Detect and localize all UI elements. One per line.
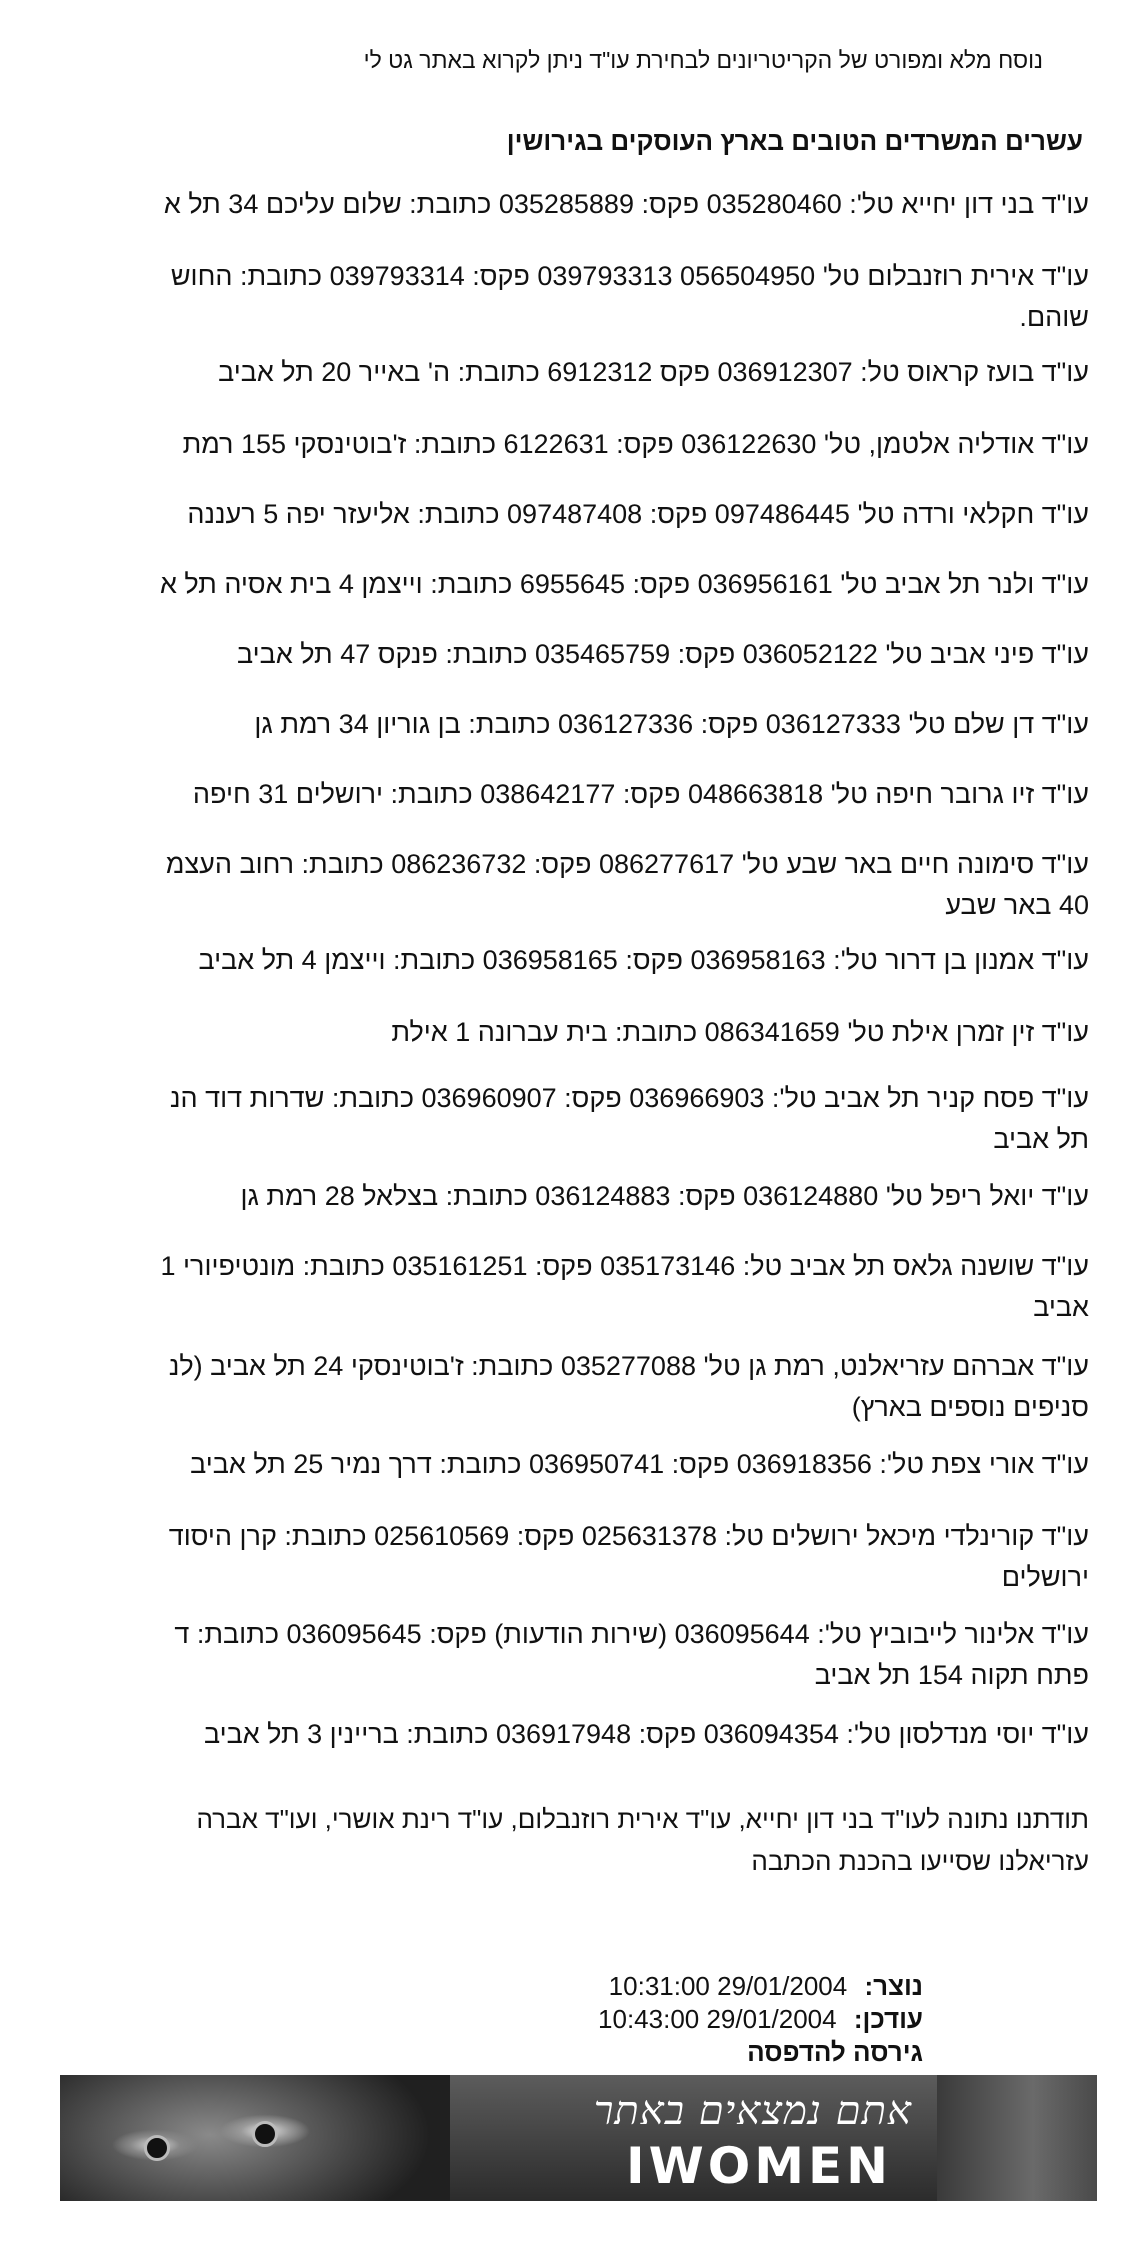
entry-line: עו"ד בועז קראוס טל: 036912307 פקס 6912312 כתובת: ה' באייר 20 תל אביב [218,357,1089,387]
lawyer-entry [31,184,1089,225]
lawyer-entry [31,494,1089,535]
created-row [423,1970,923,2003]
entry-line: עו"ד בני דון יחייא טל': 035280460 פקס: 035285889 כתובת: שלום עליכם 34 תל א [163,189,1089,219]
lawyer-entry [31,1516,1089,1598]
entry-line: עו"ד אלינור לייבוביץ טל': 036095644 (שירות הודעות) פקס: 036095645 כתובת: ד [174,1619,1089,1649]
lawyer-entry [31,256,1089,338]
updated-row [423,2003,923,2036]
acknowledgement [31,1798,1089,1882]
entry-line: עו"ד יואל ריפל טל' 036124880 פקס: 036124883 כתובת: בצלאל 28 רמת גן [240,1181,1089,1211]
eye-icon [252,2121,278,2147]
lawyer-entry [31,1346,1089,1428]
entry-line: עו"ד פסח קניר תל אביב טל': 036966903 פקס: 036960907 כתובת: שדרות דוד הנ [170,1083,1089,1113]
banner-tagline: אתם נמצאים באתר [593,2088,912,2134]
entry-line: עו"ד אודליה אלטמן, טל' 036122630 פקס: 6122631 כתובת: ז'בוטינסקי 155 רמת [182,429,1089,459]
print-version-link[interactable]: גירסה להדפסה [747,2037,923,2067]
entry-line: עו"ד אורי צפת טל': 036918356 פקס: 036950741 כתובת: דרך נמיר 25 תל אביב [190,1449,1089,1479]
entry-line: עו"ד קורינלדי מיכאל ירושלים טל: 025631378 פקס: 025610569 כתובת: קרן היסוד [168,1521,1089,1551]
entry-line: שוהם. [1019,302,1089,332]
entry-line: עו"ד דן שלם טל' 036127333 פקס: 036127336 כתובת: בן גוריון 34 רמת גן [254,709,1089,739]
eye-icon [144,2135,170,2161]
entry-line: תל אביב [993,1124,1089,1154]
entry-line: עו"ד ולנר תל אביב טל' 036956161 פקס: 6955645 כתובת: וייצמן 4 בית אסיה תל א [159,569,1089,599]
entry-line: עו"ד אמנון בן דרור טל': 036958163 פקס: 036958165 כתובת: וייצמן 4 תל אביב [198,945,1089,975]
entry-line: ירושלים [1001,1562,1089,1592]
lawyer-entry [31,1614,1089,1696]
lawyer-entry [31,774,1089,815]
entry-line: 40 באר שבע [945,890,1089,920]
site-banner[interactable] [60,2075,1097,2201]
banner-photo [60,2075,450,2201]
lawyer-entry [31,1246,1089,1328]
entry-line: עו"ד פיני אביב טל' 036052122 פקס: 035465759 כתובת: פנקס 47 תל אביב [237,639,1089,669]
entry-line: עו"ד חקלאי ורדה טל' 097486445 פקס: 097487408 כתובת: אליעזר יפה 5 רעננה [187,499,1089,529]
created-timestamp: 10:31:00 29/01/2004 [608,1971,848,2001]
entry-line: אביב [1033,1292,1089,1322]
entry-line: עו"ד יוסי מנדלסון טל': 036094354 פקס: 036917948 כתובת: בריינין 3 תל אביב [203,1719,1089,1749]
list-heading: עשרים המשרדים הטובים בארץ העוסקים בגירושין [506,126,1083,156]
acknowledgement-line: עזריאלנו שסייעו בהכנת הכתבה [751,1846,1089,1876]
entry-line: עו"ד זין זמרן אילת טל' 086341659 כתובת: בית עברונה 1 אילת [391,1017,1089,1047]
entry-line: עו"ד אברהם עזריאלנט, רמת גן טל' 035277088 כתובת: ז'בוטינסקי 24 תל אביב (לנ [168,1351,1089,1381]
entry-line: פתח תקוה 154 תל אביב [814,1660,1089,1690]
entry-line: עו"ד אירית רוזנבלום טל' 056504950 039793313 פקס: 039793314 כתובת: החוש [170,261,1089,291]
entry-line: עו"ד זיו גרובר חיפה טל' 048663818 פקס: 038642177 כתובת: ירושלים 31 חיפה [192,779,1089,809]
created-label: נוצר: [864,1971,923,2001]
lawyer-entry [31,1012,1089,1053]
entry-line: עו"ד שושנה גלאס תל אביב טל: 035173146 פקס: 035161251 כתובת: מונטיפיורי 1 [160,1251,1089,1281]
iwomen-logo: IWOMEN [625,2137,892,2195]
updated-timestamp: 10:43:00 29/01/2004 [598,2004,837,2034]
lawyer-entry [31,1444,1089,1485]
lawyer-entry [31,424,1089,465]
lawyer-entry [31,1078,1089,1160]
article-meta [423,1970,923,2069]
lawyer-entry [31,564,1089,605]
lawyer-entry [31,704,1089,745]
lawyer-entry [31,844,1089,926]
lawyer-entry [31,634,1089,675]
updated-label: עודכן: [853,2004,923,2034]
acknowledgement-line: תודתנו נתונה לעו"ד בני דון יחייא, עו"ד אירית רוזנבלום, עו"ד רינת אושרי, ועו"ד אברה [196,1804,1089,1834]
entry-line: עו"ד סימונה חיים באר שבע טל' 086277617 פקס: 086236732 כתובת: רחוב העצמ [165,849,1089,879]
lawyer-entry [31,940,1089,981]
lawyer-entry [31,1176,1089,1217]
lawyer-entry [31,1714,1089,1755]
banner-decoration [937,2075,1097,2201]
lawyer-entry [31,352,1089,393]
intro-note: נוסח מלא ומפורט של הקריטריונים לבחירת עו"ד ניתן לקרוא באתר גט לי [363,47,1043,73]
entry-line: סניפים נוספים בארץ) [851,1392,1089,1422]
